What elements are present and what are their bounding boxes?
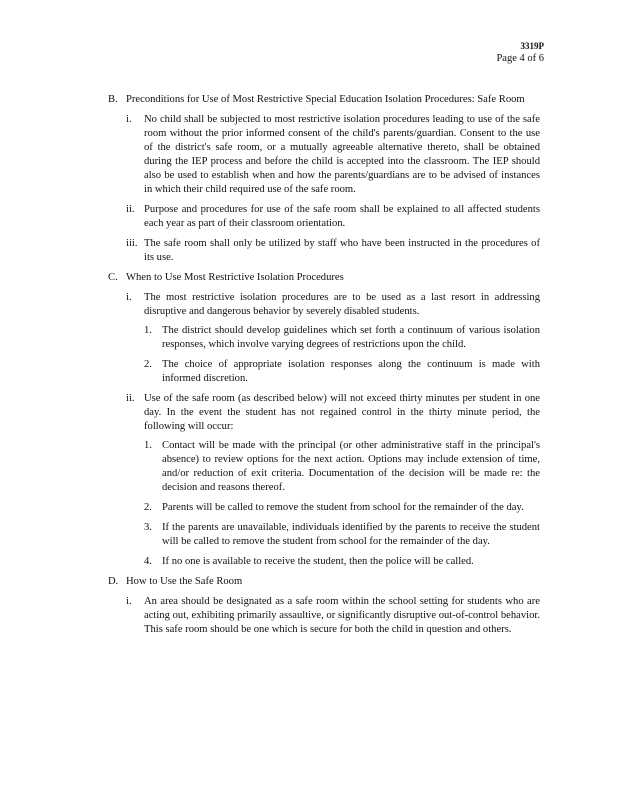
item-marker: ii. bbox=[126, 204, 135, 215]
list-item bbox=[126, 595, 540, 637]
item-text: Use of the safe room (as described below) will not exceed thirty minutes per student in one day. In the event the student has not regained control in the thirty minute period, the following will occur: bbox=[144, 393, 540, 432]
list-item bbox=[126, 203, 540, 231]
sub-item-text: The district should develop guidelines which set forth a continuum of various isolation responses, which involve varying degrees of restrictions upon the child. bbox=[162, 325, 540, 350]
list-item bbox=[126, 291, 540, 386]
item-text: The most restrictive isolation procedures are to be used as a last resort in addressing disruptive and dangerous behavior by severely disabled students. bbox=[144, 292, 540, 317]
sub-item-marker: 3. bbox=[144, 522, 152, 533]
section-marker: C. bbox=[108, 272, 118, 283]
section-marker: D. bbox=[108, 576, 119, 587]
sub-item-text: If the parents are unavailable, individuals identified by the parents to receive the student will be called to remove the student from school for the remainder of the day. bbox=[162, 522, 540, 547]
document-body bbox=[108, 93, 540, 643]
sub-item bbox=[144, 358, 540, 386]
sub-list bbox=[144, 439, 540, 569]
item-text: An area should be designated as a safe room within the school setting for students who are acting out, exhibiting primarily assaultive, or significantly disruptive out-of-control behavior. This safe room should be one which is secure for both the child in question and others. bbox=[144, 596, 540, 635]
section-marker: B. bbox=[108, 94, 118, 105]
sub-item-text: The choice of appropriate isolation responses along the continuum is made with informed discretion. bbox=[162, 359, 540, 384]
sub-item bbox=[144, 521, 540, 549]
sub-item-marker: 4. bbox=[144, 556, 152, 567]
item-marker: i. bbox=[126, 292, 132, 303]
sub-item-marker: 1. bbox=[144, 440, 152, 451]
sub-item-text: Parents will be called to remove the student from school for the remainder of the day. bbox=[162, 502, 524, 513]
sub-item bbox=[144, 501, 540, 515]
item-marker: i. bbox=[126, 596, 132, 607]
sub-item-marker: 2. bbox=[144, 502, 152, 513]
section-title: Preconditions for Use of Most Restrictive Special Education Isolation Procedures: Safe Room bbox=[126, 94, 525, 105]
item-marker: i. bbox=[126, 114, 132, 125]
sub-item bbox=[144, 324, 540, 352]
sub-item-marker: 2. bbox=[144, 359, 152, 370]
item-text: Purpose and procedures for use of the safe room shall be explained to all affected students each year as part of their classroom orientation. bbox=[144, 204, 540, 229]
item-marker: iii. bbox=[126, 238, 138, 249]
sub-item-marker: 1. bbox=[144, 325, 152, 336]
section-title: How to Use the Safe Room bbox=[126, 576, 243, 587]
list-item bbox=[126, 113, 540, 197]
page-number: Page 4 of 6 bbox=[496, 53, 544, 64]
section-c bbox=[108, 271, 540, 285]
sub-list bbox=[144, 324, 540, 386]
sub-item-text: If no one is available to receive the student, then the police will be called. bbox=[162, 556, 474, 567]
policy-code: 3319P bbox=[520, 41, 544, 51]
item-text: The safe room shall only be utilized by staff who have been instructed in the procedures of its use. bbox=[144, 238, 540, 263]
sub-item bbox=[144, 555, 540, 569]
item-marker: ii. bbox=[126, 393, 135, 404]
sub-item-text: Contact will be made with the principal (or other administrative staff in the principal's absence) to review options for the next action. Options may include extension of time, and/or reduction of exit criteria. Documentation of the decision will be made re: the decision and reasons thereof. bbox=[162, 440, 540, 493]
sub-item bbox=[144, 439, 540, 495]
section-title: When to Use Most Restrictive Isolation Procedures bbox=[126, 272, 344, 283]
list-item bbox=[126, 392, 540, 569]
list-item bbox=[126, 237, 540, 265]
section-b bbox=[108, 93, 540, 107]
item-text: No child shall be subjected to most restrictive isolation procedures leading to use of the safe room without the prior informed consent of the child's parents/guardian. Consent to the use of the district's safe room, or a mutually agreeable alternative thereto, shall be obtained during the IEP process and before the child is accepted into the classroom. The IEP should also be used to establish when and how the parents/guardians are to be advised of instances in which their child required use of the safe room. bbox=[144, 114, 540, 195]
section-d bbox=[108, 575, 540, 589]
